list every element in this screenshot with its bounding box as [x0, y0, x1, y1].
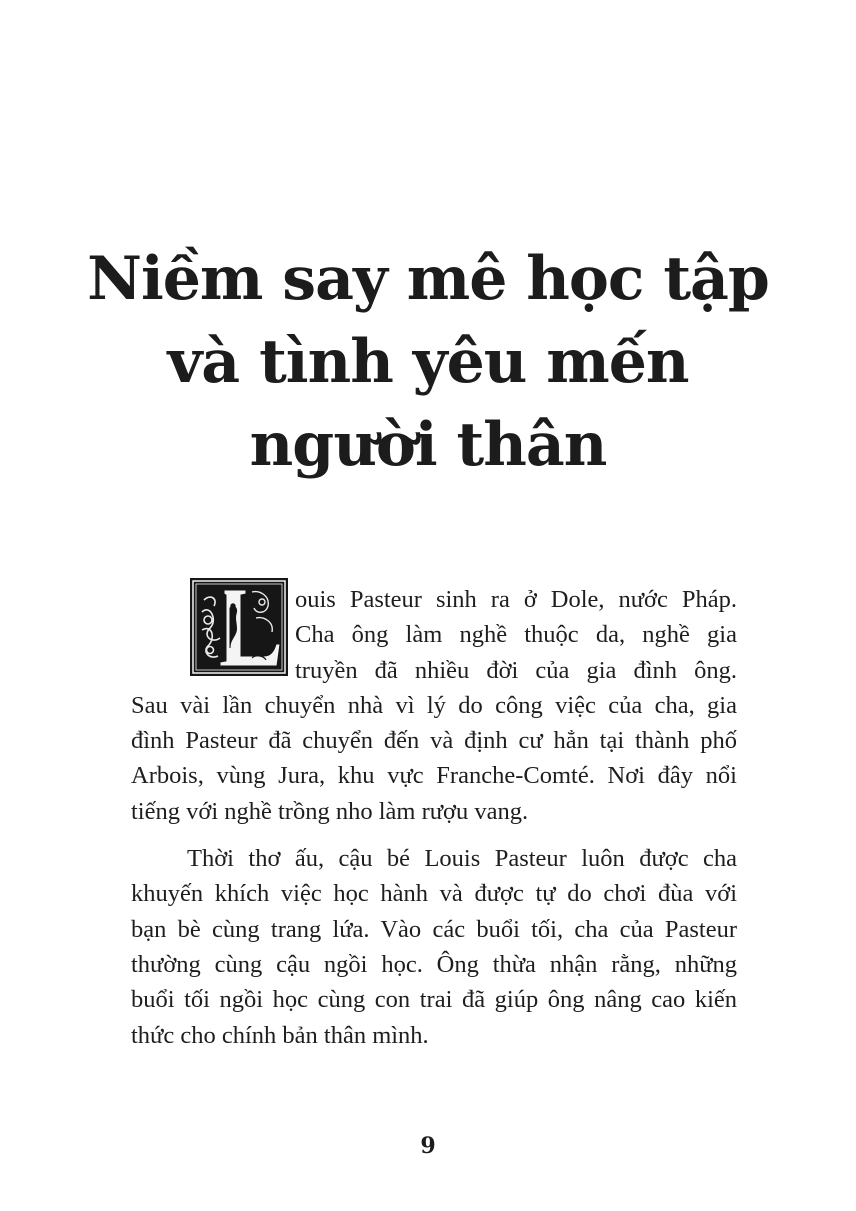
paragraph — [131, 582, 737, 829]
body-text — [131, 582, 737, 1053]
text-line: khuyến khích việc học hành và được tự do chơi đùa với — [131, 880, 737, 908]
text-line: Cha ông làm nghề thuộc da, nghề gia — [295, 621, 737, 649]
text-line: đình Pasteur đã chuyển đến và định cư hẳn tại thành phố — [131, 727, 737, 755]
chapter-title-line: Niềm say mê học tập — [87, 244, 769, 314]
chapter-title-line: và tình yêu mến — [167, 327, 689, 397]
text-line: truyền đã nhiều đời của gia đình ông. — [295, 656, 737, 684]
chapter-title — [60, 238, 796, 487]
text-line: thức cho chính bản thân mình. — [131, 1021, 429, 1049]
text-line: Sau vài lần chuyển nhà vì lý do công việc của cha, gia — [131, 691, 737, 719]
paragraph — [131, 841, 737, 1053]
chapter-title-line: người thân — [249, 410, 607, 480]
text-line: bạn bè cùng trang lứa. Vào các buổi tối, cha của Pasteur — [131, 915, 737, 943]
text-line: ouis Pasteur sinh ra ở Dole, nước Pháp. — [295, 586, 737, 613]
text-line: Thời thơ ấu, cậu bé Louis Pasteur luôn được cha — [187, 845, 737, 873]
page-number: 9 — [420, 1133, 436, 1159]
text-line: tiếng với nghề trồng nho làm rượu vang. — [131, 797, 529, 825]
text-line: thường cùng cậu ngồi học. Ông thừa nhận rằng, những — [131, 950, 737, 978]
text-line: Arbois, vùng Jura, khu vực Franche-Comté. Nơi đây nổi — [131, 762, 737, 790]
text-line: buổi tối ngồi học cùng con trai đã giúp ông nâng cao kiến — [131, 986, 737, 1014]
